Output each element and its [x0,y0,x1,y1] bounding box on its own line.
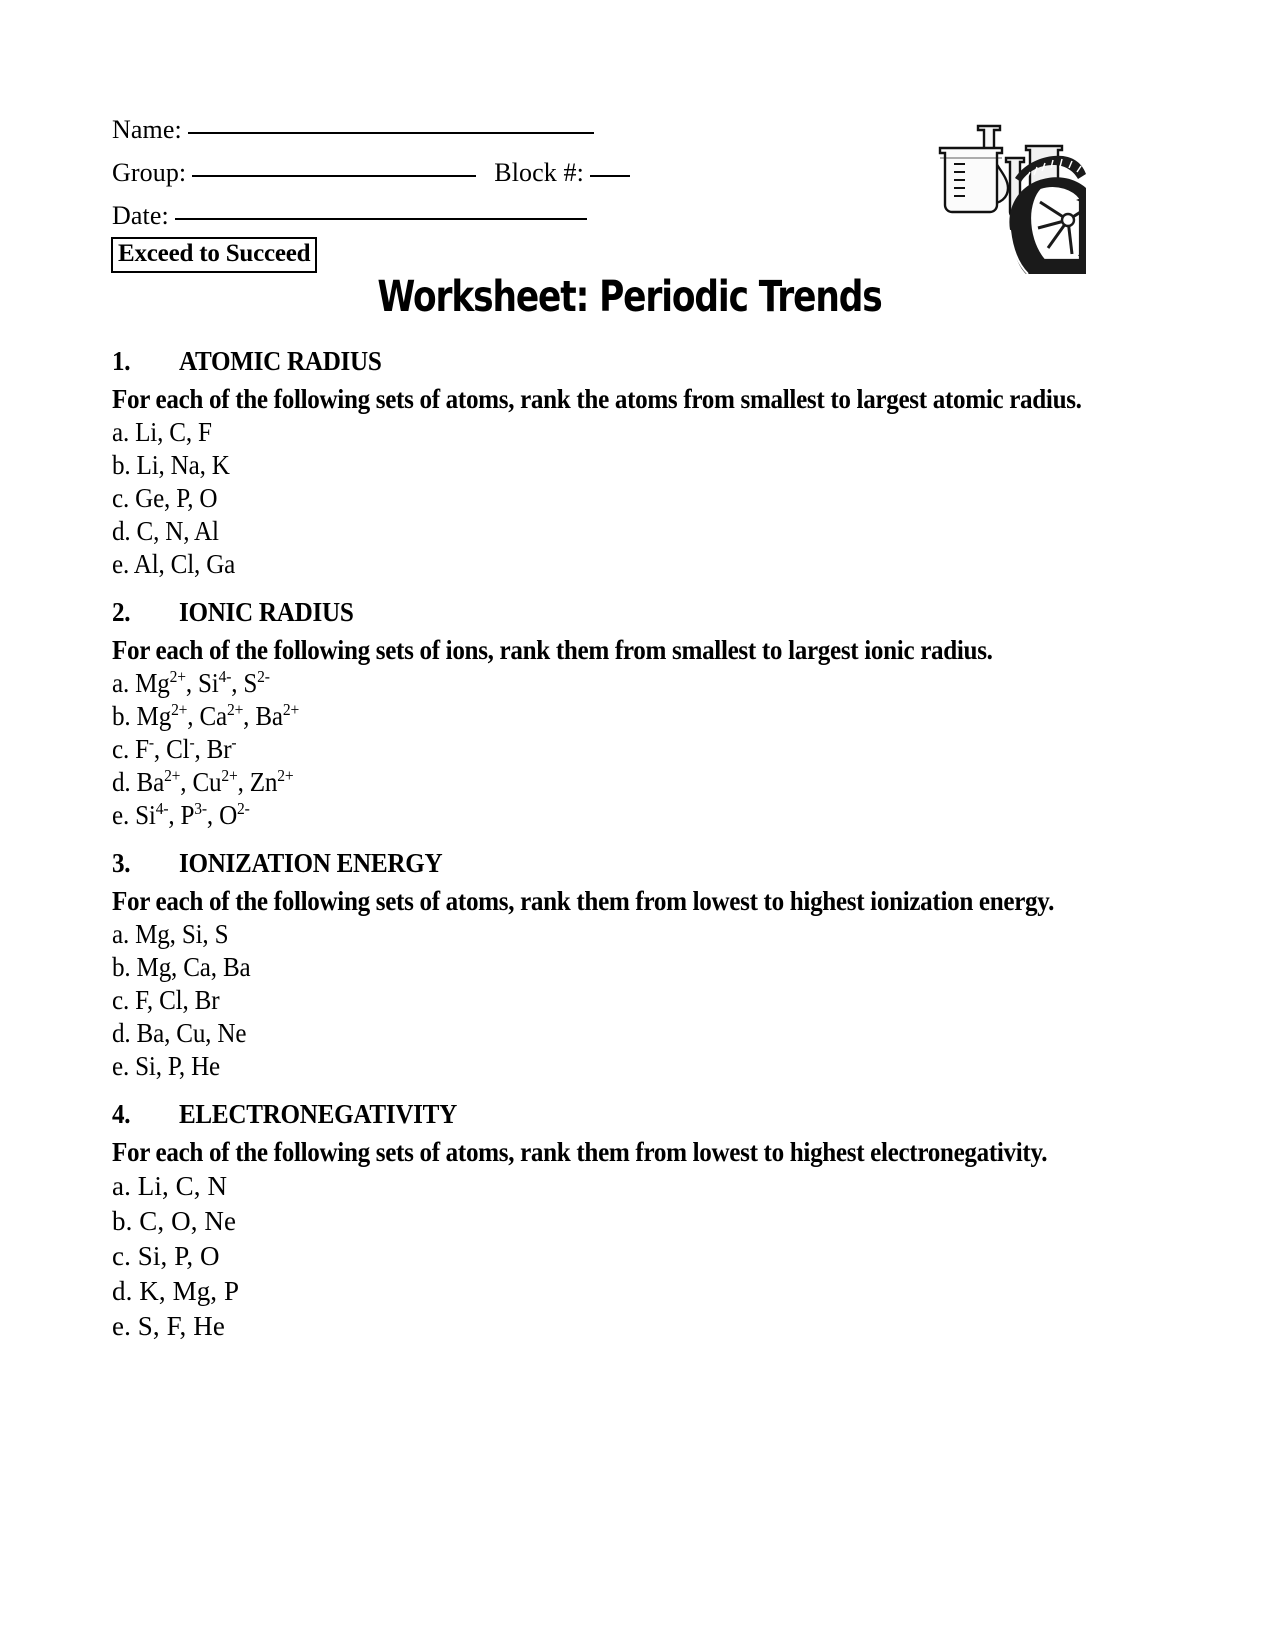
date-label: Date: [112,201,169,230]
date-input-line[interactable] [175,218,587,220]
group-field-row [112,151,812,194]
section-3-title: IONIZATION ENERGY [178,848,443,878]
section-4-items [112,1169,1122,1344]
list-item: c. Si, P, O [112,1241,220,1271]
section-ionic-radius [112,591,1122,832]
section-2-items [112,667,1122,832]
list-item: c. F-, Cl-, Br- [112,733,237,764]
section-3-heading [112,842,1051,884]
section-ionization-energy [112,842,1122,1083]
list-item: d. K, Mg, P [112,1276,240,1306]
science-spartan-logo [918,112,1086,284]
section-2-heading [112,591,1051,633]
section-1-prompt: For each of the following sets of atoms, rank the atoms from smallest to largest atomic radius. [112,384,1082,414]
list-item: e. $Si^{4-}$, $P^{3-}$, $O^{2-}$ [112,799,250,830]
list-item: a. $Mg^{2+}$, $Si^{4-}$, $S^{2-}$ [112,667,270,698]
list-item: e. Si, P, He [112,1051,220,1081]
section-1-title: ATOMIC RADIUS [178,346,382,376]
list-item: a. Mg, Si, S [112,919,229,949]
section-1-heading [112,340,1051,382]
section-4-prompt: For each of the following sets of atoms, rank them from lowest to highest electronegativity. [112,1137,1048,1167]
date-field-row [112,194,812,237]
section-atomic-radius [112,340,1122,581]
spacer [112,832,1122,842]
spacer [112,1083,1122,1093]
list-item: d. $Ba^{2+}$, $Cu^{2+}$, $Zn^{2+}$ [112,766,294,797]
name-label: Name: [112,115,182,144]
list-item: b. $Mg^{2+}$, $Ca^{2+}$, $Ba^{2+}$ [112,700,300,731]
student-info-block [112,108,812,237]
section-1-number: 1. [112,346,131,376]
motto-box: Exceed to Succeed [111,237,317,273]
section-3-items [112,918,1122,1083]
list-item: e. S, F, He [112,1311,225,1341]
spacer [112,581,1122,591]
block-input-line[interactable] [590,175,630,177]
section-4-title: ELECTRONEGATIVITY [178,1099,458,1129]
list-item: a. Li, C, F [112,417,212,447]
list-item: d. Ba, Cu, Ne [112,1018,247,1048]
name-input-line[interactable] [188,132,594,134]
section-2-number: 2. [112,597,131,627]
section-2-title: IONIC RADIUS [178,597,354,627]
list-item: a. Li, C, N [112,1171,228,1201]
list-item: e. Al, Cl, Ga [112,549,236,579]
section-electronegativity [112,1093,1122,1344]
section-2-prompt: For each of the following sets of ions, rank them from smallest to largest ionic radius. [112,635,993,665]
list-item: b. Li, Na, K [112,450,230,480]
group-input-line[interactable] [192,175,476,177]
list-item: c. Ge, P, O [112,483,218,513]
section-1-items [112,416,1122,581]
section-4-heading [112,1093,1051,1135]
worksheet-body [112,340,1122,1344]
list-item: b. C, O, Ne [112,1206,237,1236]
block-label: Block #: [494,158,584,187]
section-4-number: 4. [112,1099,131,1129]
list-item: b. Mg, Ca, Ba [112,952,251,982]
section-3-prompt: For each of the following sets of atoms, rank them from lowest to highest ionization energy. [112,886,1055,916]
group-label: Group: [112,158,187,187]
name-field-row [112,108,812,151]
page-title: Worksheet: Periodic Trends [377,272,882,322]
list-item: d. C, N, Al [112,516,219,546]
section-3-number: 3. [112,848,131,878]
list-item: c. F, Cl, Br [112,985,220,1015]
